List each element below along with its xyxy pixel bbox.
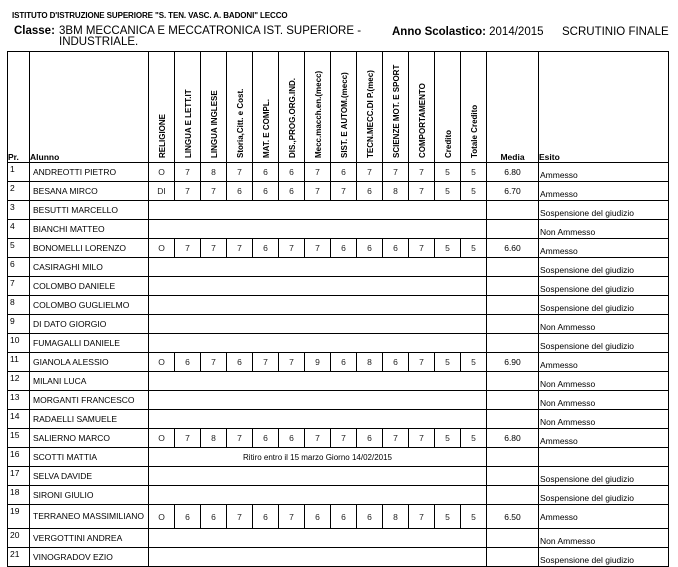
- grade-cell: 8: [201, 429, 227, 448]
- student-name: SCOTTI MATTIA: [30, 448, 149, 467]
- col-header-credito: [435, 52, 461, 163]
- subject-label: Mecc.macch.en.(mecc): [313, 70, 323, 158]
- grades-table: [7, 51, 669, 567]
- grade-cell: 7: [201, 353, 227, 372]
- grade-cell: 8: [201, 163, 227, 182]
- subject-label: SCIENZE MOT. E SPORT: [391, 64, 401, 158]
- student-name: COLOMBO DANIELE: [30, 277, 149, 296]
- col-header-subject: [357, 52, 383, 163]
- grade-cell: 6: [201, 505, 227, 529]
- row-number: 19: [8, 505, 30, 529]
- esito-cell: Sospensione del giudizio: [539, 467, 669, 486]
- student-name: DI DATO GIORGIO: [30, 315, 149, 334]
- esito-cell: Non Ammesso: [539, 391, 669, 410]
- grade-cell: 7: [279, 505, 305, 529]
- media-cell: [487, 258, 539, 277]
- grade-cell: 5: [461, 182, 487, 201]
- esito-cell: Non Ammesso: [539, 220, 669, 239]
- row-number: 2: [8, 182, 30, 201]
- col-header-subject: [227, 52, 253, 163]
- col-header-subject: [175, 52, 201, 163]
- esito-cell: Sospensione del giudizio: [539, 201, 669, 220]
- col-header-alunno: Alunno: [30, 52, 149, 163]
- media-cell: 6.90: [487, 353, 539, 372]
- row-number: 4: [8, 220, 30, 239]
- esito-cell: Sospensione del giudizio: [539, 296, 669, 315]
- subject-label: Totale Credito: [469, 104, 479, 158]
- grade-cell: 7: [201, 182, 227, 201]
- empty-grades: [149, 296, 487, 315]
- col-header-subject: [149, 52, 175, 163]
- row-note: Ritiro entro il 15 marzo Giorno 14/02/2015: [149, 448, 487, 467]
- subject-label: COMPORTAMENTO: [417, 83, 427, 158]
- student-name: BONOMELLI LORENZO: [30, 239, 149, 258]
- row-number: 5: [8, 239, 30, 258]
- empty-grades: [149, 467, 487, 486]
- grade-cell: 7: [201, 239, 227, 258]
- student-name: BESANA MIRCO: [30, 182, 149, 201]
- esito-cell: Non Ammesso: [539, 315, 669, 334]
- grade-cell: 7: [409, 163, 435, 182]
- grade-cell: 7: [227, 239, 253, 258]
- grade-cell: 7: [409, 239, 435, 258]
- grade-cell: 6: [383, 353, 409, 372]
- grade-cell: 6: [253, 163, 279, 182]
- esito-cell: Non Ammesso: [539, 529, 669, 548]
- col-header-subject: [383, 52, 409, 163]
- media-cell: [487, 201, 539, 220]
- col-header-subject: [305, 52, 331, 163]
- table-row: [8, 220, 669, 239]
- grade-cell: 7: [409, 353, 435, 372]
- table-row: [8, 391, 669, 410]
- esito-cell: Non Ammesso: [539, 372, 669, 391]
- row-number: 10: [8, 334, 30, 353]
- media-cell: 6.80: [487, 163, 539, 182]
- student-name: SIRONI GIULIO: [30, 486, 149, 505]
- col-header-pr: Pr.: [8, 52, 30, 163]
- grade-cell: 7: [227, 163, 253, 182]
- grade-cell: 6: [383, 239, 409, 258]
- grade-cell: 6: [253, 505, 279, 529]
- media-cell: 6.50: [487, 505, 539, 529]
- grade-cell: 6: [305, 505, 331, 529]
- col-header-totale-credito: [461, 52, 487, 163]
- grade-cell: 8: [357, 353, 383, 372]
- grade-cell: 6: [253, 239, 279, 258]
- grade-cell: 8: [383, 505, 409, 529]
- esito-cell: Ammesso: [539, 182, 669, 201]
- grade-cell: O: [149, 163, 175, 182]
- grade-cell: 6: [279, 163, 305, 182]
- col-header-subject: [331, 52, 357, 163]
- table-row: [8, 486, 669, 505]
- grade-cell: 7: [409, 429, 435, 448]
- esito-cell: Sospensione del giudizio: [539, 548, 669, 567]
- grade-cell: 7: [409, 505, 435, 529]
- table-row: [8, 334, 669, 353]
- student-name: GIANOLA ALESSIO: [30, 353, 149, 372]
- grade-cell: 5: [435, 353, 461, 372]
- grade-cell: 5: [461, 429, 487, 448]
- class-value: 3BM MECCANICA E MECCATRONICA IST. SUPERIORE - INDUSTRIALE.: [59, 25, 362, 48]
- grade-cell: 7: [175, 239, 201, 258]
- esito-cell: Sospensione del giudizio: [539, 277, 669, 296]
- student-name: SELVA DAVIDE: [30, 467, 149, 486]
- grade-cell: 7: [331, 429, 357, 448]
- subject-label: LINGUA INGLESE: [209, 90, 219, 158]
- subject-label: LINGUA E LETT.IT: [183, 89, 193, 158]
- grade-cell: O: [149, 239, 175, 258]
- esito-cell: Ammesso: [539, 239, 669, 258]
- subject-label: RELIGIONE: [157, 113, 167, 158]
- subject-label: MAT. E COMPL.: [261, 99, 271, 158]
- table-row: [8, 505, 669, 529]
- table-row: [8, 296, 669, 315]
- grade-cell: 7: [253, 353, 279, 372]
- col-header-subject: [201, 52, 227, 163]
- grade-cell: 7: [305, 239, 331, 258]
- row-number: 3: [8, 201, 30, 220]
- empty-grades: [149, 201, 487, 220]
- grade-cell: 7: [175, 163, 201, 182]
- row-number: 12: [8, 372, 30, 391]
- row-number: 17: [8, 467, 30, 486]
- grade-cell: 9: [305, 353, 331, 372]
- table-row: [8, 467, 669, 486]
- row-number: 20: [8, 529, 30, 548]
- row-number: 14: [8, 410, 30, 429]
- student-name: MILANI LUCA: [30, 372, 149, 391]
- table-row: [8, 201, 669, 220]
- table-row: [8, 315, 669, 334]
- media-cell: [487, 391, 539, 410]
- grade-cell: 7: [227, 429, 253, 448]
- row-number: 21: [8, 548, 30, 567]
- student-name: BESUTTI MARCELLO: [30, 201, 149, 220]
- grade-cell: 6: [357, 429, 383, 448]
- media-cell: [487, 334, 539, 353]
- grade-cell: 6: [175, 353, 201, 372]
- media-cell: 6.60: [487, 239, 539, 258]
- grade-cell: 7: [357, 163, 383, 182]
- student-name: ANDREOTTI PIETRO: [30, 163, 149, 182]
- grade-cell: 6: [357, 182, 383, 201]
- col-header-subject: [279, 52, 305, 163]
- media-cell: [487, 448, 539, 467]
- student-name: VERGOTTINI ANDREA: [30, 529, 149, 548]
- esito-cell: Ammesso: [539, 163, 669, 182]
- table-row: [8, 277, 669, 296]
- student-name: CASIRAGHI MILO: [30, 258, 149, 277]
- empty-grades: [149, 410, 487, 429]
- media-cell: [487, 220, 539, 239]
- table-row: [8, 372, 669, 391]
- grade-cell: 6: [357, 505, 383, 529]
- esito-cell: Sospensione del giudizio: [539, 486, 669, 505]
- grade-cell: 6: [253, 182, 279, 201]
- media-cell: [487, 372, 539, 391]
- media-cell: [487, 529, 539, 548]
- grade-cell: 5: [435, 182, 461, 201]
- grade-cell: 5: [435, 239, 461, 258]
- grade-cell: 5: [461, 163, 487, 182]
- grade-cell: DI: [149, 182, 175, 201]
- row-number: 8: [8, 296, 30, 315]
- student-name: MORGANTI FRANCESCO: [30, 391, 149, 410]
- esito-cell: Sospensione del giudizio: [539, 334, 669, 353]
- col-header-subject: [409, 52, 435, 163]
- grade-cell: 6: [331, 505, 357, 529]
- grade-cell: 7: [383, 429, 409, 448]
- media-cell: [487, 296, 539, 315]
- table-body: [8, 163, 669, 567]
- grade-cell: 6: [175, 505, 201, 529]
- empty-grades: [149, 315, 487, 334]
- row-number: 6: [8, 258, 30, 277]
- class-label: Classe:: [14, 25, 55, 37]
- grade-cell: O: [149, 505, 175, 529]
- esito-cell: [539, 448, 669, 467]
- esito-cell: Sospensione del giudizio: [539, 258, 669, 277]
- scrutinio-title: SCRUTINIO FINALE: [562, 26, 669, 38]
- empty-grades: [149, 372, 487, 391]
- media-cell: [487, 315, 539, 334]
- esito-cell: Ammesso: [539, 353, 669, 372]
- row-number: 7: [8, 277, 30, 296]
- student-name: TERRANEO MASSIMILIANO: [30, 505, 149, 529]
- header-row: [8, 52, 669, 163]
- media-cell: [487, 486, 539, 505]
- grade-cell: 5: [435, 429, 461, 448]
- esito-cell: Ammesso: [539, 429, 669, 448]
- empty-grades: [149, 548, 487, 567]
- subject-label: SIST. E AUTOM.(mecc): [339, 72, 349, 158]
- empty-grades: [149, 391, 487, 410]
- grade-cell: 6: [331, 163, 357, 182]
- table-row: [8, 410, 669, 429]
- school-year-value: 2014/2015: [489, 26, 544, 38]
- row-number: 15: [8, 429, 30, 448]
- grade-cell: 7: [383, 163, 409, 182]
- grade-cell: 5: [461, 505, 487, 529]
- esito-cell: Ammesso: [539, 505, 669, 529]
- grade-cell: O: [149, 353, 175, 372]
- grade-cell: 7: [305, 429, 331, 448]
- institute-name: ISTITUTO D'ISTRUZIONE SUPERIORE "S. TEN. VASC. A. BADONI" LECCO: [12, 11, 288, 20]
- media-cell: 6.70: [487, 182, 539, 201]
- grade-cell: 6: [253, 429, 279, 448]
- empty-grades: [149, 486, 487, 505]
- empty-grades: [149, 258, 487, 277]
- empty-grades: [149, 334, 487, 353]
- table-row: [8, 529, 669, 548]
- table-row: [8, 448, 669, 467]
- student-name: COLOMBO GUGLIELMO: [30, 296, 149, 315]
- subject-label: TECN.MECC.DI P.(mec): [365, 70, 375, 158]
- school-year-label: Anno Scolastico:: [392, 26, 486, 38]
- row-number: 16: [8, 448, 30, 467]
- col-header-subject: [253, 52, 279, 163]
- grade-cell: 7: [331, 182, 357, 201]
- grade-cell: 7: [175, 182, 201, 201]
- grade-cell: 8: [383, 182, 409, 201]
- subject-label: Credito: [443, 130, 453, 158]
- grade-cell: 6: [331, 353, 357, 372]
- table-row: [8, 258, 669, 277]
- row-number: 13: [8, 391, 30, 410]
- empty-grades: [149, 277, 487, 296]
- grade-cell: 6: [227, 353, 253, 372]
- subject-label: DIS.,PROG.ORG.IND.: [287, 77, 297, 158]
- empty-grades: [149, 220, 487, 239]
- grade-cell: 5: [461, 239, 487, 258]
- grade-cell: 5: [435, 505, 461, 529]
- grade-cell: 6: [279, 182, 305, 201]
- col-header-esito: Esito: [539, 52, 669, 163]
- row-number: 9: [8, 315, 30, 334]
- grade-cell: 5: [435, 163, 461, 182]
- grade-cell: 6: [357, 239, 383, 258]
- table-row: [8, 163, 669, 182]
- grade-cell: 7: [279, 239, 305, 258]
- grade-cell: 7: [279, 353, 305, 372]
- grade-cell: 7: [305, 182, 331, 201]
- table-row: [8, 239, 669, 258]
- table-row: [8, 429, 669, 448]
- grade-cell: 7: [305, 163, 331, 182]
- grade-cell: O: [149, 429, 175, 448]
- table-row: [8, 353, 669, 372]
- grade-cell: 6: [279, 429, 305, 448]
- grade-cell: 7: [175, 429, 201, 448]
- grade-cell: 6: [227, 182, 253, 201]
- grade-cell: 5: [461, 353, 487, 372]
- media-cell: [487, 467, 539, 486]
- student-name: SALIERNO MARCO: [30, 429, 149, 448]
- student-name: VINOGRADOV EZIO: [30, 548, 149, 567]
- table-row: [8, 182, 669, 201]
- table-row: [8, 548, 669, 567]
- col-header-media: Media: [487, 52, 539, 163]
- media-cell: [487, 410, 539, 429]
- media-cell: [487, 277, 539, 296]
- student-name: FUMAGALLI DANIELE: [30, 334, 149, 353]
- grade-cell: 6: [331, 239, 357, 258]
- student-name: RADAELLI SAMUELE: [30, 410, 149, 429]
- grade-cell: 7: [409, 182, 435, 201]
- row-number: 11: [8, 353, 30, 372]
- media-cell: 6.80: [487, 429, 539, 448]
- subject-label: Storia,Citt. e Cost.: [235, 88, 245, 158]
- row-number: 18: [8, 486, 30, 505]
- esito-cell: Non Ammesso: [539, 410, 669, 429]
- student-name: BIANCHI MATTEO: [30, 220, 149, 239]
- school-year: [392, 26, 544, 38]
- grade-cell: 7: [227, 505, 253, 529]
- empty-grades: [149, 529, 487, 548]
- row-number: 1: [8, 163, 30, 182]
- media-cell: [487, 548, 539, 567]
